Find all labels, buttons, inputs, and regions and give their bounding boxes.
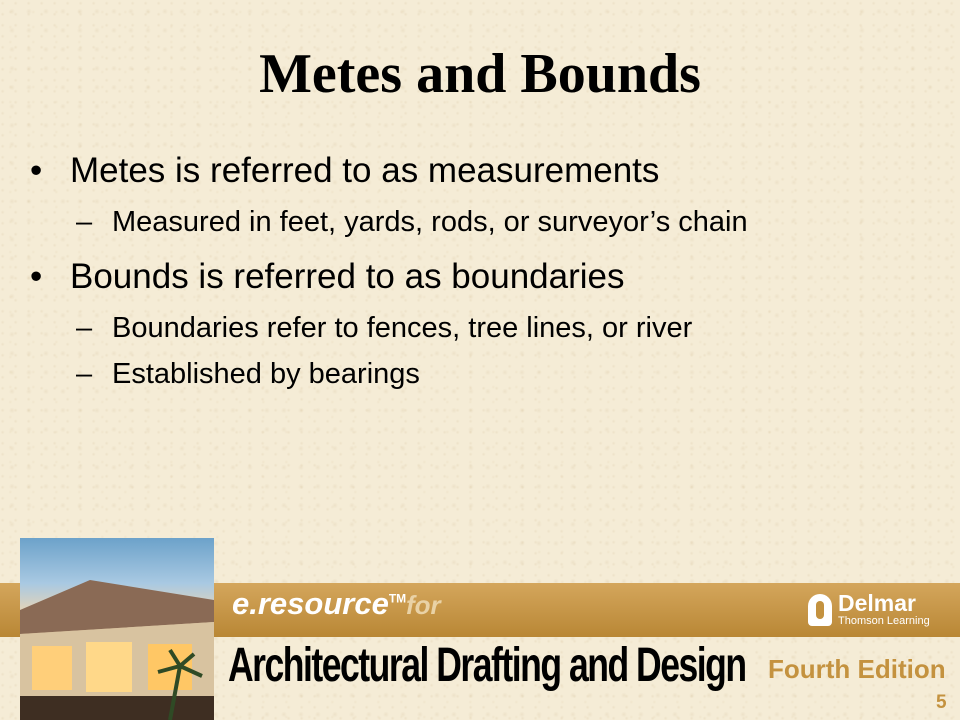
bullet-item — [30, 150, 930, 192]
publisher-logo — [808, 590, 950, 632]
publisher-subtitle: Thomson Learning — [838, 615, 930, 627]
bullet-item — [30, 256, 930, 298]
bullet-marker: • — [30, 151, 43, 190]
book-title: Architectural Drafting and Design — [228, 639, 746, 692]
slide-title: Metes and Bounds — [259, 43, 701, 105]
sub-bullet-marker: – — [76, 358, 93, 390]
delmar-logo-icon — [808, 594, 832, 626]
sub-bullet-text: Established by bearings — [112, 358, 420, 390]
publisher-name: Delmar — [838, 590, 916, 616]
sub-bullet-marker: – — [76, 206, 93, 238]
bullet-list — [30, 150, 930, 402]
bullet-marker: • — [30, 257, 43, 296]
edition-label: Fourth Edition — [768, 654, 946, 684]
bullet-text: Bounds is referred to as boundaries — [70, 257, 625, 296]
sub-bullet-item — [30, 356, 930, 392]
page-number: 5 — [936, 692, 947, 713]
eresource-text: e.resource — [232, 586, 389, 621]
house-photo — [20, 538, 214, 720]
bullet-text: Metes is referred to as measurements — [70, 151, 660, 190]
sub-bullet-marker: – — [76, 312, 93, 344]
sub-bullet-item — [30, 310, 930, 346]
trademark-mark: TM — [388, 591, 407, 606]
eresource-logo — [232, 586, 406, 622]
sub-bullet-item — [30, 204, 930, 240]
sub-bullet-text: Boundaries refer to fences, tree lines, or river — [112, 312, 693, 344]
sub-bullet-text: Measured in feet, yards, rods, or surveyor’s chain — [112, 206, 748, 238]
banner-for-text: for — [406, 590, 441, 620]
house-illustration — [20, 538, 214, 720]
